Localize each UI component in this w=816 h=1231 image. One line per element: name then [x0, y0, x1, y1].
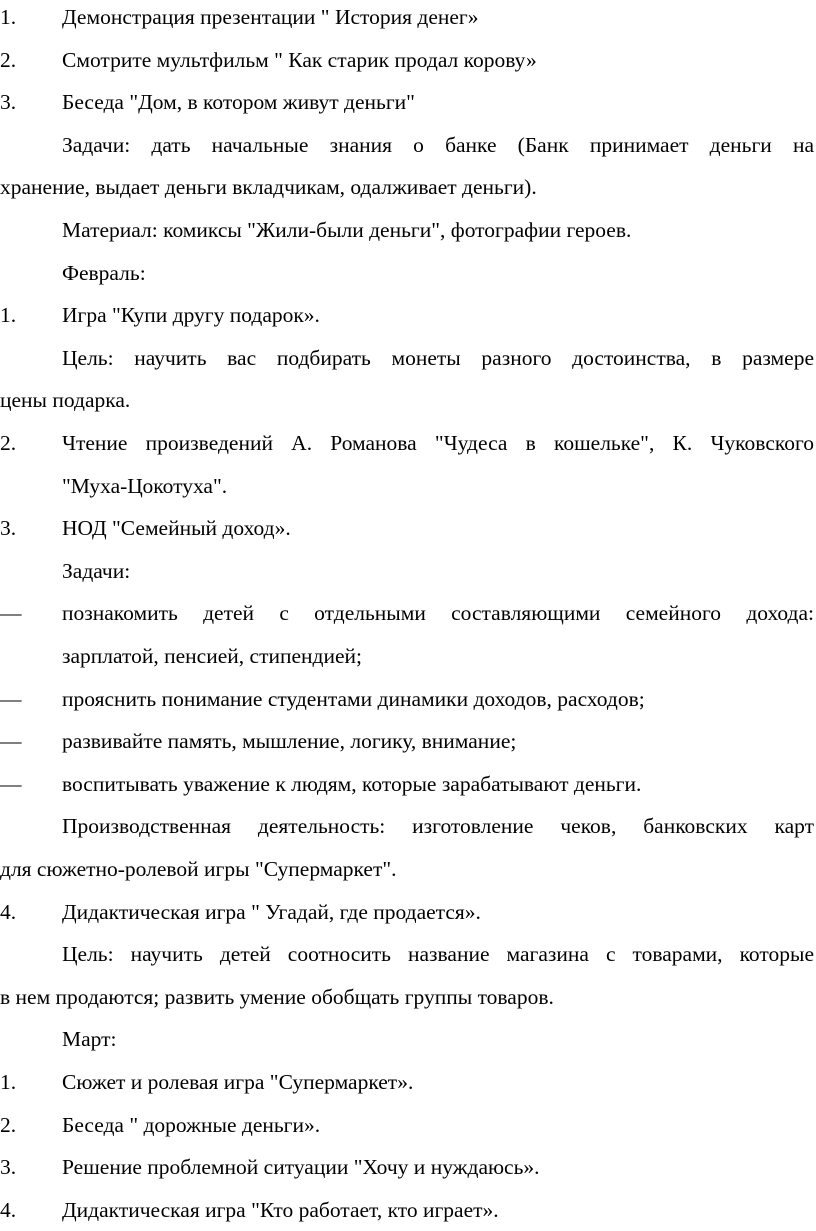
list-item	[0, 1152, 814, 1182]
list-item-number: 3.	[0, 516, 17, 541]
paragraph-line	[0, 215, 814, 245]
paragraph-text: Цель: научить вас подбирать монеты разного достоинства, в размере	[62, 345, 814, 370]
list-item-number: 3.	[0, 1155, 17, 1180]
list-item-text: Решение проблемной ситуации "Хочу и нуждаюсь».	[62, 1155, 540, 1180]
bullet-item	[0, 598, 814, 628]
list-item-text: Беседа "Дом, в котором живут деньги"	[62, 90, 415, 115]
paragraph-text: цены подарка.	[0, 388, 131, 413]
paragraph-text: Задачи: дать начальные знания о банке (Банк принимает деньги на	[62, 132, 814, 157]
paragraph-text: Март:	[62, 1027, 117, 1052]
list-item-number: 2.	[0, 47, 17, 72]
list-item-number: 2.	[0, 1112, 17, 1137]
list-item-number: 3.	[0, 90, 17, 115]
paragraph-line	[0, 811, 814, 841]
continuation-text: "Муха-Цокотуха".	[62, 473, 228, 498]
list-item-text: Смотрите мультфильм " Как старик продал корову»	[62, 47, 537, 72]
paragraph-line	[0, 556, 814, 586]
paragraph-text: Задачи:	[62, 558, 131, 583]
list-item	[0, 428, 814, 458]
list-item-text: Сюжет и ролевая игра "Супермаркет».	[62, 1070, 414, 1094]
bullet-item	[0, 726, 814, 756]
paragraph-text: для сюжетно-ролевой игры "Супермаркет".	[0, 857, 397, 881]
list-item	[0, 45, 814, 75]
list-item	[0, 1195, 814, 1225]
item-continuation	[0, 641, 814, 671]
list-item	[0, 897, 814, 927]
list-item	[0, 300, 814, 330]
paragraph-text: Цель: научить детей соотносить название магазина с товарами, которые	[62, 942, 814, 967]
bullet-item-text: воспитывать уважение к людям, которые зарабатывают деньги.	[62, 771, 642, 796]
bullet-item-text: познакомить детей с отдельными составляющими семейного дохода:	[62, 601, 814, 626]
list-item-number: 2.	[0, 431, 17, 455]
bullet-item	[0, 769, 814, 799]
item-continuation	[0, 471, 814, 501]
dash-bullet: —	[0, 686, 22, 711]
dash-bullet: —	[0, 729, 22, 754]
paragraph-text: хранение, выдает деньги вкладчикам, одалживает деньги).	[0, 175, 537, 200]
list-item-number: 1.	[0, 1070, 17, 1094]
list-item	[0, 513, 814, 543]
list-item	[0, 1110, 814, 1140]
list-item	[0, 2, 814, 32]
paragraph-line	[0, 172, 814, 202]
list-item-text: Игра "Купи другу подарок».	[62, 303, 320, 328]
list-item-number: 1.	[0, 303, 17, 328]
list-item-text: Демонстрация презентации " История денег»	[62, 5, 479, 29]
list-item	[0, 87, 814, 117]
paragraph-line	[0, 982, 814, 1012]
list-item-text: Беседа " дорожные деньги».	[62, 1112, 321, 1137]
list-item-number: 4.	[0, 899, 17, 924]
paragraph-line	[0, 343, 814, 373]
dash-bullet: —	[0, 601, 22, 626]
bullet-item-text: развивайте память, мышление, логику, внимание;	[62, 729, 517, 754]
paragraph-text: Февраль:	[62, 260, 146, 285]
continuation-text: зарплатой, пенсией, стипендией;	[62, 644, 362, 668]
list-item-text: НОД "Семейный доход».	[62, 516, 291, 541]
bullet-item-text: прояснить понимание студентами динамики доходов, расходов;	[62, 686, 645, 711]
list-item-text: Дидактическая игра " Угадай, где продается».	[62, 899, 481, 924]
paragraph-line	[0, 939, 814, 969]
paragraph-line	[0, 130, 814, 160]
paragraph-line	[0, 1024, 814, 1054]
paragraph-text: Производственная деятельность: изготовление чеков, банковских карт	[62, 814, 814, 839]
paragraph-text: Материал: комиксы "Жили-были деньги", фотографии героев.	[62, 218, 632, 242]
paragraph-text: в нем продаются; развить умение обобщать группы товаров.	[0, 984, 554, 1009]
list-item-number: 1.	[0, 5, 17, 29]
list-item-number: 4.	[0, 1197, 17, 1222]
dash-bullet: —	[0, 771, 22, 796]
list-item	[0, 1067, 814, 1097]
paragraph-line	[0, 258, 814, 288]
bullet-item	[0, 684, 814, 714]
paragraph-line	[0, 854, 814, 884]
paragraph-line	[0, 385, 814, 415]
list-item-text: Дидактическая игра "Кто работает, кто играет».	[62, 1197, 499, 1222]
list-item-text: Чтение произведений А. Романова "Чудеса в кошельке", К. Чуковского	[62, 431, 814, 455]
